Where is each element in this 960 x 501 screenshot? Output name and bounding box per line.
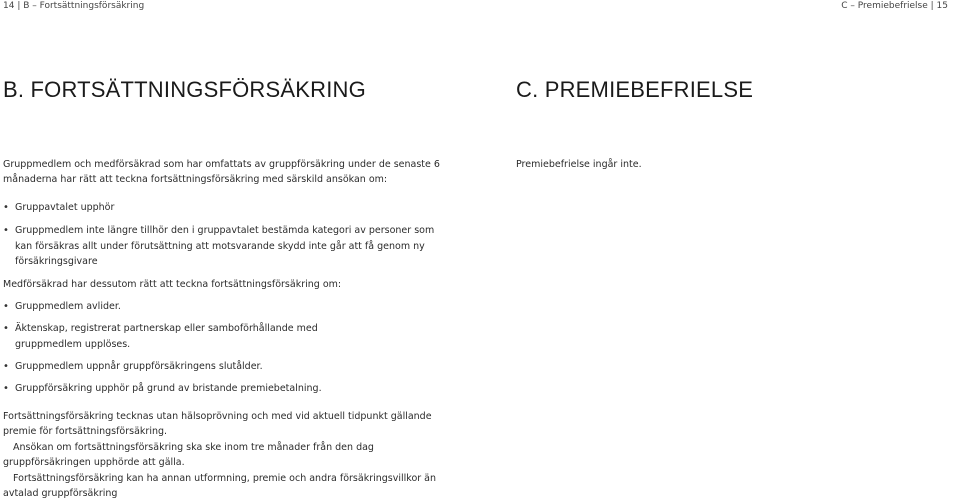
list-item: • Gruppmedlem avlider.	[3, 299, 458, 314]
eligibility-list	[3, 200, 458, 270]
section-c-text: Premiebefrielse ingår inte.	[516, 157, 936, 172]
list-item: • Gruppavtalet upphör	[3, 200, 458, 215]
section-c-title: C. PREMIEBEFRIELSE	[516, 76, 753, 104]
closing-paragraph-3: Fortsättningsförsäkring kan ha annan utformning, premie och andra försäkringsvillkor än avtalad gruppförsäkring	[3, 471, 458, 501]
section-c-body	[516, 157, 936, 172]
closing-paragraph-2: Ansökan om fortsättningsförsäkring ska ske inom tre månader från den dag gruppförsäkringen upphörde att gälla.	[3, 440, 458, 471]
page-header-left: 14 | B – Fortsättningsförsäkring	[3, 0, 144, 12]
list-item: • Gruppmedlem uppnår gruppförsäkringens slutålder.	[3, 359, 458, 374]
list-item: • Gruppmedlem inte längre tillhör den i gruppavtalet bestämda kategori av personer som kan försäkras allt under förutsättning att motsvarande skydd inte går att få genom ny försäkringsgivare	[3, 223, 458, 269]
section-b-title: B. FORTSÄTTNINGSFÖRSÄKRING	[3, 76, 366, 104]
section-b-sub-intro: Medförsäkrad har dessutom rätt att teckna fortsättningsförsäkring om:	[3, 277, 458, 292]
list-item: • Äktenskap, registrerat partnerskap eller samboförhållande med gruppmedlem upplöses.	[3, 321, 458, 352]
section-b-intro: Gruppmedlem och medförsäkrad som har omfattats av gruppförsäkring under de senaste 6 månaderna har rätt att teckna fortsättningsförsäkring med särskild ansökan om:	[3, 157, 458, 188]
co-insured-list	[3, 299, 458, 397]
section-b-body	[3, 157, 458, 501]
page-header-right: C – Premiebefrielse | 15	[841, 0, 948, 12]
list-item: • Gruppförsäkring upphör på grund av bristande premiebetalning.	[3, 381, 458, 396]
closing-paragraph-1: Fortsättningsförsäkring tecknas utan hälsoprövning och med vid aktuell tidpunkt gällande premie för fortsättningsförsäkring.	[3, 409, 458, 440]
